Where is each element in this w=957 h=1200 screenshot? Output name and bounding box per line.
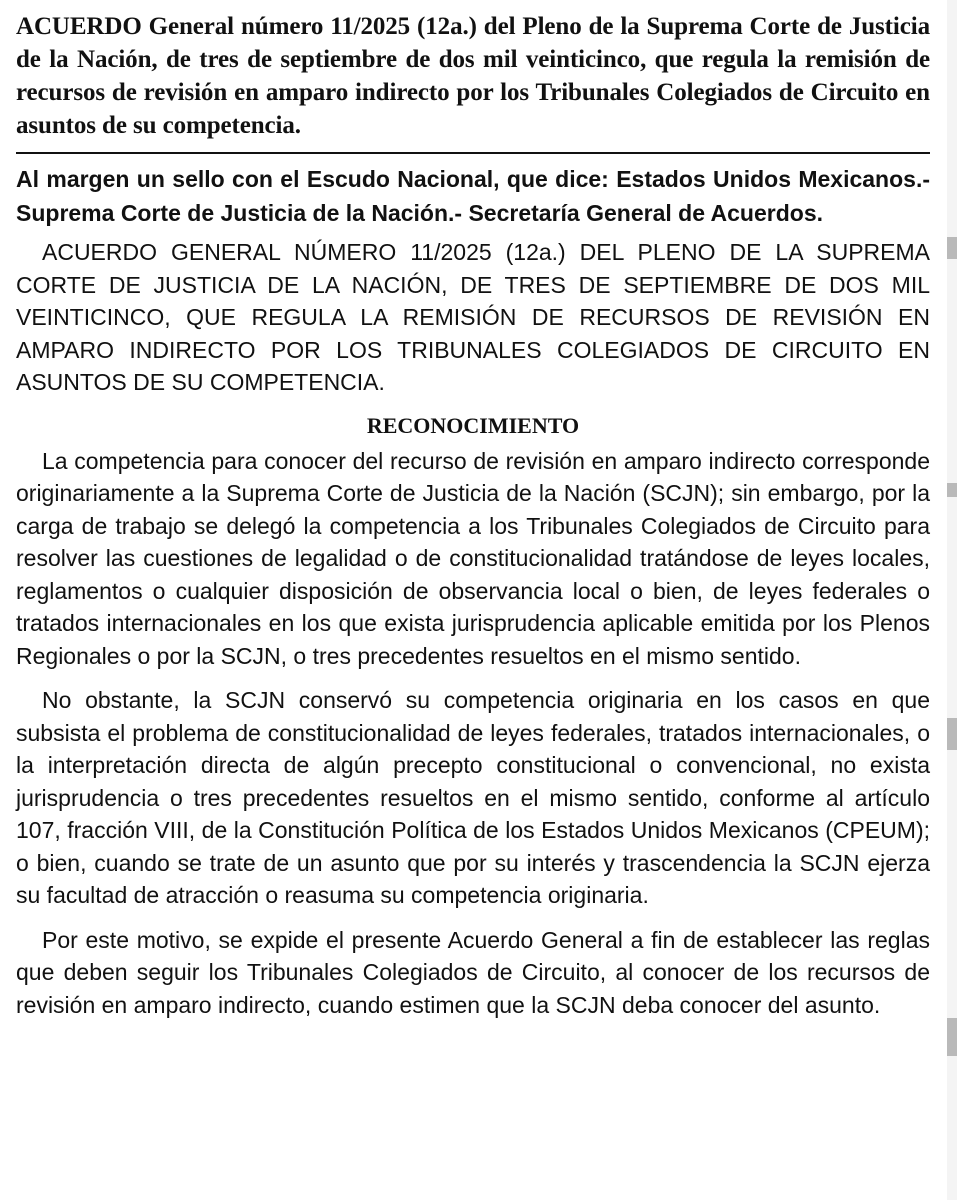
document-title: ACUERDO General número 11/2025 (12a.) del Pleno de la Suprema Corte de Justicia de la Nación, de tres de septiembre de dos mil veinticinco, que regula la remisión de recursos de revisión en amparo indirecto por los Tribunales Colegiados de Circuito en asuntos de su competencia. [16, 13, 930, 139]
seal-note: Al margen un sello con el Escudo Nacional, que dice: Estados Unidos Mexicanos.- Suprema Corte de Justicia de la Nación.- Secretaría General de Acuerdos. [16, 166, 930, 226]
title-divider [16, 152, 930, 154]
document-page [16, 0, 930, 1021]
scroll-marker [947, 237, 957, 259]
paragraph-1: La competencia para conocer del recurso de revisión en amparo indirecto corresponde originariamente a la Suprema Corte de Justicia de la Nación (SCJN); sin embargo, por la carga de trabajo se delegó la competencia a los Tribunales Colegiados de Circuito para resolver las cuestiones de legalidad o de constitucionalidad tratándose de leyes locales, reglamentos o cualquier disposición de observancia local o bien, de leyes federales o tratados internacionales en los que exista jurisprudencia aplicable emitida por los Plenos Regionales o por la SCJN, o tres precedentes resueltos en el mismo sentido. [16, 447, 930, 669]
scrollbar[interactable] [947, 0, 957, 1200]
paragraph-3: Por este motivo, se expide el presente Acuerdo General a fin de establecer las reglas que deben seguir los Tribunales Colegiados de Circuito, al conocer de los recursos de revisión en amparo indirecto, cuando estimen que la SCJN deba conocer del asunto. [16, 926, 930, 1018]
section-heading: RECONOCIMIENTO [366, 412, 580, 438]
paragraph-2: No obstante, la SCJN conservó su competencia originaria en los casos en que subsista el problema de constitucionalidad de leyes federales, tratados internacionales, o la interpretación directa de algún precepto constitucional o convencional, no exista jurisprudencia o tres precedentes resueltos en el mismo sentido, conforme al artículo 107, fracción VIII, de la Constitución Política de los Estados Unidos Mexicanos (CPEUM); o bien, cuando se trate de un asunto que por su interés y trascendencia la SCJN ejerza su facultad de atracción o reasuma su competencia originaria. [16, 687, 930, 908]
scroll-marker [947, 483, 957, 497]
scroll-marker [947, 718, 957, 750]
scroll-marker [947, 1018, 957, 1056]
agreement-headline: ACUERDO GENERAL NÚMERO 11/2025 (12a.) DEL PLENO DE LA SUPREMA CORTE DE JUSTICIA DE LA NACIÓN, DE TRES DE SEPTIEMBRE DE DOS MIL VEINTICINCO, QUE REGULA LA REMISIÓN DE RECURSOS DE REVISIÓN EN AMPARO INDIRECTO POR LOS TRIBUNALES COLEGIADOS DE CIRCUITO EN ASUNTOS DE SU COMPETENCIA. [16, 239, 930, 395]
